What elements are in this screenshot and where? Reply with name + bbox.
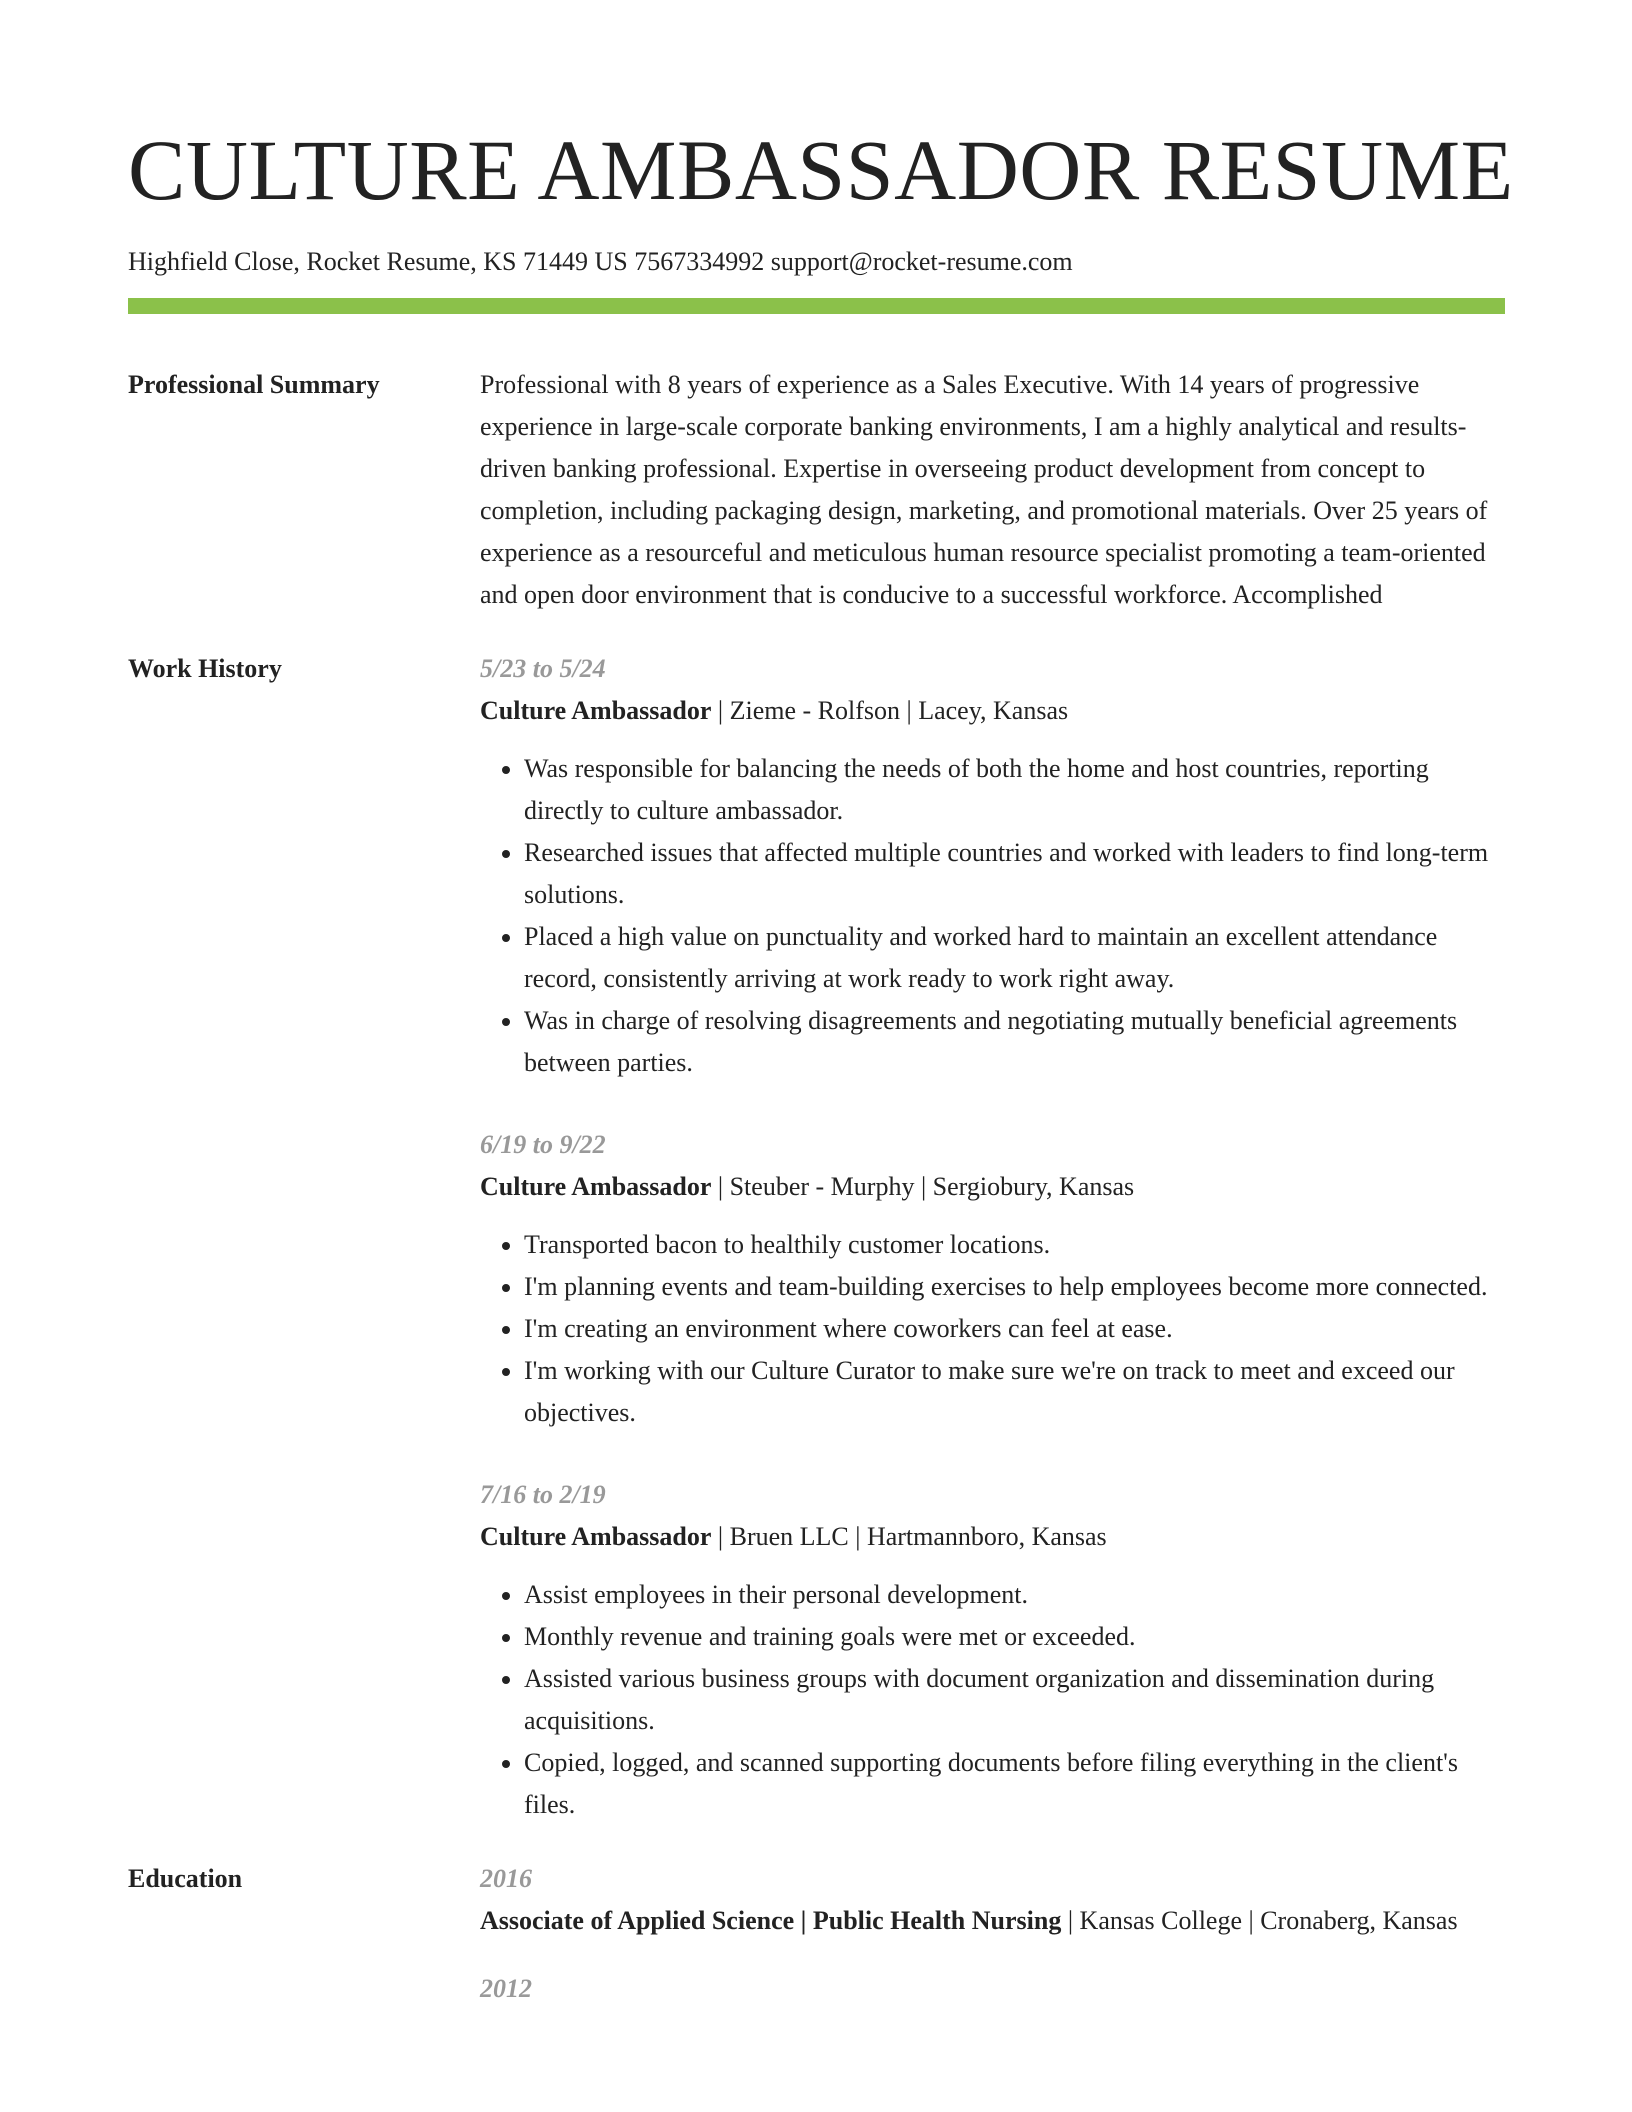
job-bullet: • Assist employees in their personal development. [524, 1574, 1505, 1616]
job-heading [480, 690, 1505, 732]
section-label-work-history: Work History [128, 654, 282, 683]
job-bullet: • Assisted various business groups with document organization and dissemination during acquisitions. [524, 1658, 1505, 1742]
education-section [128, 1858, 1505, 2010]
job-details: | Bruen LLC | Hartmannboro, Kansas [711, 1522, 1107, 1551]
summary-text: Professional with 8 years of experience as a Sales Executive. With 14 years of progressive experience in large-scale corporate banking environments, I am a highly analytical and results-driven banking professional. Expertise in overseeing product development from concept to completion, including packaging design, marketing, and promotional materials. Over 25 years of experience as a resourceful and meticulous human resource specialist promoting a team-oriented and open door environment that is conducive to a successful workforce. Accomplished [480, 370, 1488, 609]
education-list [480, 1858, 1505, 2010]
job-bullet: • Researched issues that affected multiple countries and worked with leaders to find long-term solutions. [524, 832, 1505, 916]
work-history-section [128, 648, 1505, 1826]
section-label-education: Education [128, 1864, 243, 1893]
job-heading [480, 1516, 1505, 1558]
job-details: | Steuber - Murphy | Sergiobury, Kansas [711, 1172, 1135, 1201]
job-dates: 7/16 to 2/19 [480, 1480, 606, 1509]
job-bullet: • Placed a high value on punctuality and worked hard to maintain an excellent attendance record, consistently arriving at work ready to work right away. [524, 916, 1505, 1000]
job-bullet: • Was in charge of resolving disagreements and negotiating mutually beneficial agreements between parties. [524, 1000, 1505, 1084]
job-heading [480, 1166, 1505, 1208]
education-entry [480, 1968, 1505, 2010]
job-bullet: • I'm creating an environment where coworkers can feel at ease. [524, 1308, 1505, 1350]
work-history-list [480, 648, 1505, 1826]
job-bullet: • Was responsible for balancing the needs of both the home and host countries, reporting directly to culture ambassador. [524, 748, 1505, 832]
job-entry [480, 648, 1505, 1084]
education-year: 2016 [480, 1864, 532, 1893]
job-bullet: • Copied, logged, and scanned supporting documents before filing everything in the client's files. [524, 1742, 1505, 1826]
job-dates: 6/19 to 9/22 [480, 1130, 606, 1159]
job-bullet: • I'm working with our Culture Curator to make sure we're on track to meet and exceed our objectives. [524, 1350, 1505, 1434]
job-entry [480, 1124, 1505, 1434]
job-entry [480, 1474, 1505, 1826]
education-entry [480, 1858, 1505, 1942]
summary-section [128, 364, 1505, 616]
job-bullets [480, 1224, 1505, 1434]
education-details: | Kansas College | Cronaberg, Kansas [1061, 1906, 1458, 1935]
job-title: Culture Ambassador [480, 1522, 712, 1551]
job-bullets [480, 1574, 1505, 1826]
accent-divider [128, 298, 1505, 314]
job-bullet: • Transported bacon to healthily customer locations. [524, 1224, 1505, 1266]
section-label-summary: Professional Summary [128, 370, 380, 399]
contact-line: Highfield Close, Rocket Resume, KS 71449 US 7567334992 support@rocket-resume.com [128, 247, 1073, 276]
job-bullets [480, 748, 1505, 1084]
resume-page [128, 0, 1514, 2010]
job-title: Culture Ambassador [480, 696, 712, 725]
job-bullet: • Monthly revenue and training goals were met or exceeded. [524, 1616, 1505, 1658]
resume-title: CULTURE AMBASSADOR RESUME [128, 122, 1514, 218]
job-title: Culture Ambassador [480, 1172, 712, 1201]
education-heading [480, 1900, 1505, 1942]
degree-title: Associate of Applied Science | Public Health Nursing [480, 1906, 1062, 1935]
education-year: 2012 [480, 1974, 532, 2003]
job-dates: 5/23 to 5/24 [480, 654, 606, 683]
job-bullet: • I'm planning events and team-building exercises to help employees become more connected. [524, 1266, 1505, 1308]
job-details: | Zieme - Rolfson | Lacey, Kansas [711, 696, 1069, 725]
